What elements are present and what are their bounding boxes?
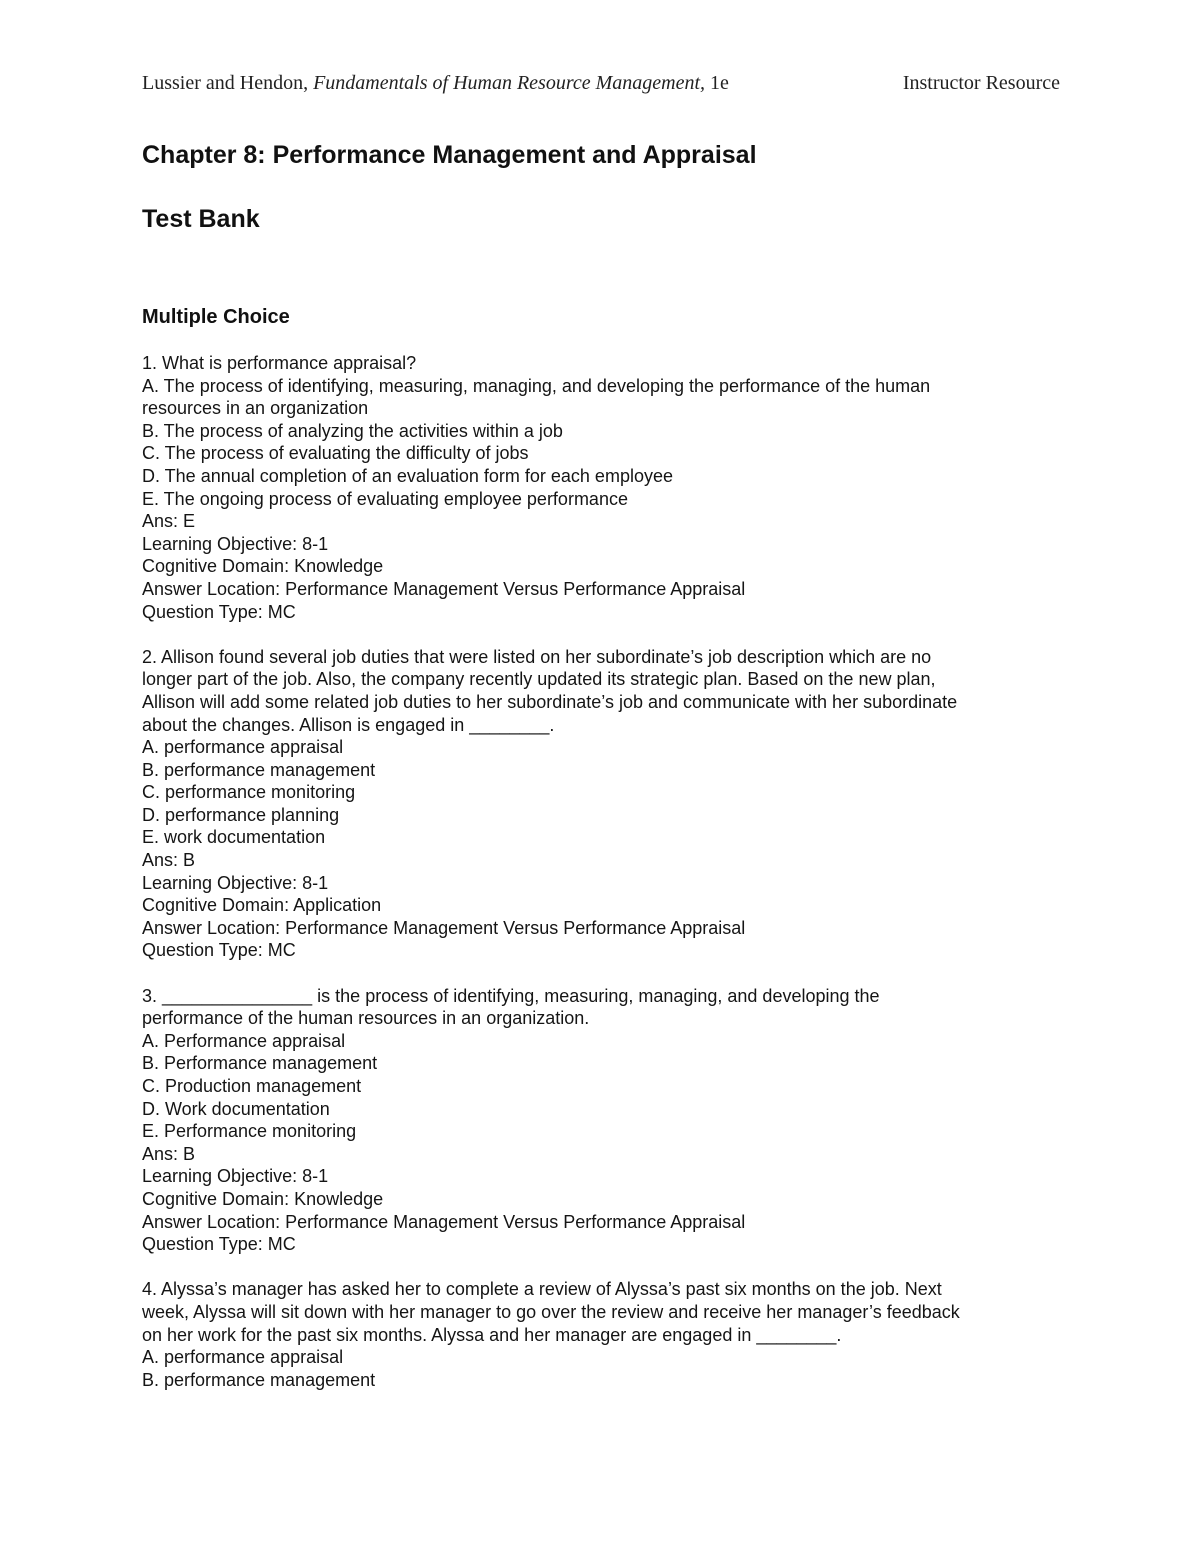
document-subtitle: Test Bank xyxy=(142,205,260,233)
answer-option: A. performance appraisal xyxy=(142,737,344,758)
question-stem: longer part of the job. Also, the company recently updated its strategic plan. Based on the new plan, xyxy=(142,669,936,690)
answer-key: Ans: E xyxy=(142,511,196,532)
header-edition: 1e xyxy=(705,72,729,94)
question-stem: 1. What is performance appraisal? xyxy=(142,353,417,373)
question-stem: 2. Allison found several job duties that were listed on her subordinate’s job description which are no xyxy=(142,646,932,667)
answer-option: E. Performance monitoring xyxy=(142,1121,357,1142)
header-book-title: Fundamentals of Human Resource Management, xyxy=(313,72,706,94)
question-stem: about the changes. Allison is engaged in ________. xyxy=(142,714,555,735)
cognitive-domain: Cognitive Domain: Knowledge xyxy=(142,1188,384,1209)
answer-option: B. The process of analyzing the activities within a job xyxy=(142,420,563,441)
answer-location: Answer Location: Performance Management Versus Performance Appraisal xyxy=(142,578,746,599)
question-stem: on her work for the past six months. Alyssa and her manager are engaged in ________. xyxy=(142,1324,842,1345)
cognitive-domain: Cognitive Domain: Application xyxy=(142,895,382,916)
answer-option: A. The process of identifying, measuring, managing, and developing the performance of the human xyxy=(142,375,931,396)
answer-key: Ans: B xyxy=(142,1143,196,1164)
answer-location: Answer Location: Performance Management Versus Performance Appraisal xyxy=(142,917,746,938)
answer-option: A. performance appraisal xyxy=(142,1347,344,1368)
question-item xyxy=(142,646,1042,962)
question-stem: 4. Alyssa’s manager has asked her to complete a review of Alyssa’s past six months on the job. Next xyxy=(142,1279,942,1300)
question-stem: week, Alyssa will sit down with her manager to go over the review and receive her manager’s feedback xyxy=(142,1301,960,1322)
question-type: Question Type: MC xyxy=(142,601,296,622)
question-type: Question Type: MC xyxy=(142,1234,296,1255)
answer-option: C. performance monitoring xyxy=(142,782,356,803)
header-citation xyxy=(142,72,729,95)
answer-option: A. Performance appraisal xyxy=(142,1030,346,1051)
answer-key: Ans: B xyxy=(142,850,196,871)
answer-location: Answer Location: Performance Management Versus Performance Appraisal xyxy=(142,1211,746,1232)
learning-objective: Learning Objective: 8-1 xyxy=(142,1166,329,1187)
question-type: Question Type: MC xyxy=(142,940,296,961)
question-item xyxy=(142,352,1042,623)
answer-option: C. The process of evaluating the difficulty of jobs xyxy=(142,443,529,464)
answer-option: B. performance management xyxy=(142,759,376,780)
section-heading: Multiple Choice xyxy=(142,306,290,328)
question-item xyxy=(142,985,1042,1256)
question-item xyxy=(142,1278,1042,1391)
question-stem: performance of the human resources in an organization. xyxy=(142,1008,590,1029)
chapter-title: Chapter 8: Performance Management and Appraisal xyxy=(142,141,757,169)
question-list xyxy=(142,352,1042,1414)
answer-option: C. Production management xyxy=(142,1076,362,1096)
header-authors: Lussier and Hendon, xyxy=(142,72,314,94)
answer-option: D. performance planning xyxy=(142,804,340,825)
learning-objective: Learning Objective: 8-1 xyxy=(142,533,329,554)
answer-option: D. The annual completion of an evaluation form for each employee xyxy=(142,465,673,486)
answer-option: resources in an organization xyxy=(142,398,369,419)
cognitive-domain: Cognitive Domain: Knowledge xyxy=(142,556,384,577)
answer-option: B. Performance management xyxy=(142,1053,378,1074)
answer-option: E. The ongoing process of evaluating employee performance xyxy=(142,488,628,509)
answer-option: D. Work documentation xyxy=(142,1098,330,1119)
learning-objective: Learning Objective: 8-1 xyxy=(142,872,329,893)
running-header xyxy=(142,72,1060,102)
question-stem: 3. _______________ is the process of identifying, measuring, managing, and developing the xyxy=(142,985,880,1006)
question-stem: Allison will add some related job duties to her subordinate’s job and communicate with her subordinate xyxy=(142,691,958,712)
header-resource-label: Instructor Resource xyxy=(902,72,1060,94)
answer-option: B. performance management xyxy=(142,1369,376,1390)
answer-option: E. work documentation xyxy=(142,827,326,848)
